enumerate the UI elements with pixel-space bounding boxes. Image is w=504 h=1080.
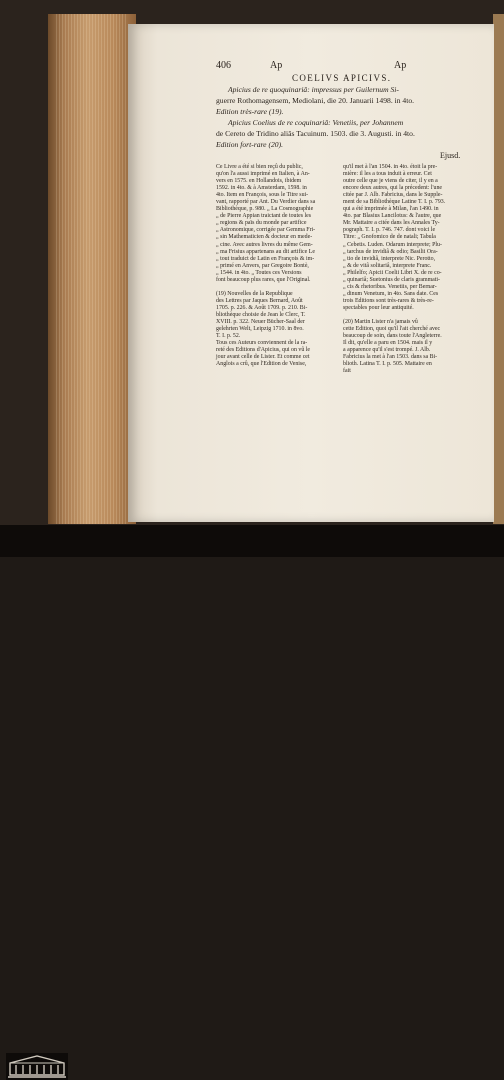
right-column-line: fait — [343, 368, 351, 375]
left-column-line: „ sin Mathematicien & docteur en mede- — [216, 234, 313, 241]
left-column-line: Tous ces Auteurs conviennent de la ra- — [216, 340, 308, 347]
left-column-line: font beaucoup plus rares, que l'Original. — [216, 276, 311, 283]
left-page-edges — [48, 14, 136, 524]
right-column — [343, 164, 487, 375]
running-head-right: Ap — [394, 60, 407, 71]
left-column-line: „ ma Frisius appartenans au dit artifice Le — [216, 248, 315, 255]
left-column-line: 1592. in 4to. & à Amsterdam, 1598. in — [216, 185, 307, 192]
left-column-line: „ Astronomique, corrigée par Gemma Fri- — [216, 227, 316, 234]
entry-1-line-2: guerre Rothomagensem, Mediolani, die 20. Januarii 1498. in 4to. — [216, 96, 415, 105]
right-cover-edge — [493, 14, 504, 524]
page-number: 406 — [216, 60, 231, 71]
right-column-line: „ Philelfo; Apicii Coelii Libri X. de re co- — [343, 269, 442, 276]
library-logo-icon — [6, 1053, 68, 1080]
right-column-line: „ cis & rhetoribus. Venetiis, per Bernar- — [343, 283, 437, 290]
book-photograph — [0, 0, 504, 525]
entry-2-line-3: Edition fort-rare (20). — [216, 140, 284, 149]
right-column-line: beaucoup de soin, dans toute l'Angleterre. — [343, 333, 442, 340]
right-column-line: blioth. Latina T. I. p. 505. Mattaire en — [343, 361, 432, 368]
entry-title: COELIVS APICIVS. — [292, 73, 392, 83]
left-column — [216, 164, 360, 368]
right-column-line: (20) Martin Lister n'a jamais vû — [343, 318, 418, 325]
right-column-line: mière: il les a tous induit à erreur. Cet — [343, 171, 432, 178]
left-column-line: XVIII. p. 322. Neuer Bücher-Saal der — [216, 318, 305, 325]
entry-1-line-3: Edition très-rare (19). — [216, 107, 284, 116]
right-column-line: Il dit, qu'elle a paru en 1504. mais il y — [343, 340, 433, 347]
left-column-line: qu'on l'a aussi imprimé en Italien, à An- — [216, 171, 310, 178]
footer-bar — [0, 525, 504, 557]
right-column-line: ment de sa Bibliothèque Latine T. I. p. 793. — [343, 199, 446, 206]
right-column-line — [343, 312, 487, 319]
right-column-line: „ tio de invidiâ, interprete Nic. Perotto, — [343, 255, 436, 262]
running-head-left: Ap — [270, 60, 283, 71]
right-column-line: citée par J. Alb. Fabricius, dans le Supple- — [343, 192, 443, 199]
left-column-line: 4to. Item en François, sous le Titre sui- — [216, 192, 309, 199]
right-column-line: Mr. Mattaire a citée dans les Annales Ty- — [343, 220, 440, 227]
left-column-line: 1705. p. 226. & Août 1709. p. 210. Bi- — [216, 304, 308, 311]
ejusd-label: Ejusd. — [440, 151, 461, 160]
right-column-line: cette Edition, quoi qu'il l'ait cherché avec — [343, 326, 441, 333]
left-column-line: „ regions & païs du monde par artifice — [216, 220, 307, 227]
left-column-line: gelehrten Welt, Leipzig 1710. in 8vo. — [216, 326, 304, 333]
left-column-line: „ cine. Avec autres livres du même Gem- — [216, 241, 313, 248]
right-column-line: spectables pour leur antiquité. — [343, 304, 414, 311]
right-column-line: „ Cebetis. Luden. Odarum interprete; Plu- — [343, 241, 442, 248]
left-column-line: „ tout traduict de Latin en François & im- — [216, 255, 315, 262]
entry-2-line-1: Apicius Coelius de re coquinariâ: Venetiis, per Johannem — [228, 118, 404, 127]
left-column-line — [216, 284, 360, 291]
left-column-line: Bibliothèque, p. 980. „ La Cosmographie — [216, 206, 314, 213]
right-column-line: qu'il met à l'an 1504. in 4to. étoit la pre- — [343, 164, 438, 170]
left-column-line: reté des Editions d'Apicius, qui on vû le — [216, 347, 310, 354]
left-column-line: des Lettres par Jaques Bernard, Août — [216, 297, 303, 304]
left-column-line: „ primé en Anvers, par Gregoire Bontè, — [216, 262, 309, 269]
right-column-line: 4to. par Blasius Lancilotus: & l'autre, que — [343, 213, 442, 220]
right-column-line: encore deux autres, qui la précedent: l'une — [343, 185, 443, 192]
right-column-line: „ dinum Venetum, in 4to. Sans date. Ces — [343, 290, 439, 297]
left-column-line: „ 1544. in 4to. „ Toutes ces Versions — [216, 269, 302, 276]
entry-2-line-2: de Cereto de Tridino aliâs Tacuinum. 1503. die 3. Augusti. in 4to. — [216, 129, 415, 138]
right-column-line: „ tarchus de invidiâ & odio; Basilii Ora- — [343, 248, 438, 255]
right-column-line: a apparence qu'il s'est trompé. J. Alb. — [343, 347, 431, 354]
left-column-line: Anglois a crû, que l'Edition de Venise, — [216, 361, 307, 368]
right-column-line: outre celle que je viens de citer, il y en a — [343, 178, 438, 185]
right-column-line: Titre: „ Gnofomico de de natali; Tabula — [343, 234, 436, 241]
left-column-line: (19) Nouvelles de la Republique — [216, 290, 293, 297]
left-column-line: „ de Pierre Appian traictant de toutes les — [216, 213, 312, 220]
right-column-line: trois Editions sont très-rares & très-re- — [343, 297, 434, 304]
entry-1-line-1: Apicius de re quoquinariâ: impressus per Guilernum Si- — [228, 85, 399, 94]
right-column-line: qui a été imprimée à Milan, l'an 1490. in — [343, 206, 439, 213]
left-column-line: bliothèque choisie de Jean le Clerc, T. — [216, 311, 306, 318]
left-column-line: Ce Livre a été si bien reçû du public, — [216, 164, 303, 170]
left-column-line: vant, rapporté par Ant. Du Verdier dans sa — [216, 199, 316, 206]
left-column-line: vers en 1575. en Hollandois, ibidem — [216, 178, 302, 185]
right-column-line: „ & de vitâ solitariâ, interprete Franc. — [343, 262, 432, 269]
right-column-line: Fabricius la met à l'an 1503. dans sa Bi- — [343, 354, 438, 361]
right-column-line: pograph. T. I. p. 746. 747. dont voici le — [343, 227, 436, 234]
left-column-line: T. I. p. 52. — [216, 333, 241, 340]
right-column-line: „ quinariâ; Suetonius de claris grammati- — [343, 276, 441, 283]
left-column-line: jour avant celle de Lister. Et comme cet — [216, 354, 310, 361]
